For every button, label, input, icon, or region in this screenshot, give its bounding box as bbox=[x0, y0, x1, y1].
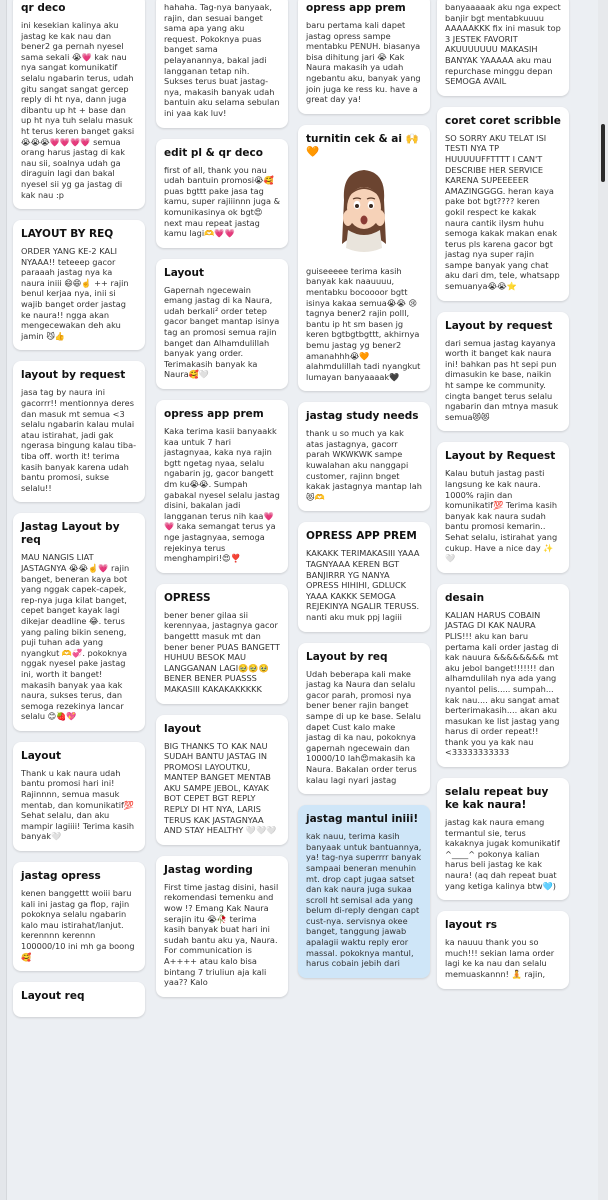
testimonial-card[interactable] bbox=[437, 312, 569, 432]
testimonial-card[interactable] bbox=[13, 862, 145, 971]
column-4 bbox=[437, 0, 569, 1000]
testimonial-card[interactable] bbox=[298, 402, 430, 511]
card-text: ini kesekian kalinya aku jastag ke kak nau dan bener2 ga pernah nyesel sama sekali 😭💗 kak nau nya sangat komunikatif selalu ngabarin terus, udah gitu sangat sangat gercep reply di ht nya, dann juga dibantu up ht + base dan up ht nya tuh selalu masuk ht terus keren banget gaksi 😭😭😭💗💗💗💗 semua orang harus jastag di kak nau sii, soalnya udah ga diraguin lagi dan bakal nyesel sii yg ga jastag di kak nau :p bbox=[21, 20, 137, 200]
card-text: jastag kak naura emang termantul sie, terus kakaknya jugak komunikatif ^____^ pokonya kalian harus beli jastag ke kak naura! (aq dah repeat buat yang ketiga kalinya btw🩵) bbox=[445, 817, 563, 891]
card-title: Layout bbox=[164, 266, 205, 279]
card-text: thank u so much ya kak atas jastagnya, gacorr parah WKWKWK sampe kuwalahan aku nanggapi customer, rajinn bnget kakak jastagnya mantap lah😻🫶 bbox=[306, 428, 422, 502]
card-text: KAKAKK TERIMAKASIII YAAA TAGNYAAA KEREN BGT BANJIRRR YG NANYA OPRESS HIHIHI, GDLUCK YAAA KAKKK SEMOGA REJEKINYA NGALIR TERUSS. nanti aku muk ppj lagiii bbox=[306, 548, 423, 622]
testimonial-card[interactable] bbox=[13, 361, 145, 502]
testimonial-card[interactable] bbox=[156, 715, 288, 845]
card-text: Kaka terima kasii banyaakk kaa untuk 7 hari jastagnyaa, kaka nya rajin bgtt ngetag nyaa, selalu ngabarin jg, gacor bangett dm ku😭😭. Sumpah gabakal nyesel selalu jastag disini, bakalan jadi langganan terus nih kaa💗💗 kaka semangat terus ya nge jastagnyaa, semoga rejekinya terus menghampiri!😍❣️ bbox=[164, 426, 283, 564]
testimonial-card[interactable] bbox=[13, 982, 145, 1017]
testimonial-card[interactable] bbox=[437, 0, 569, 96]
card-text: SO SORRY AKU TELAT ISI TESTI NYA TP HUUUUUFFTTTT I CAN'T DESCRIBE HER SERVICE KARENA SUPEEEEER AMAZINGGGG. heran kaya pake bot bgt???? keren gokil respect ke kakak naura cantik ilysm huhu semoga kakak makan enak terus pls karena gacor bgt jastag nya super rajin sampe banyak yang chat aku dari dm, tele, whatsapp semuanya😭😭⭐ bbox=[445, 132, 563, 292]
card-text: kenen banggettt woiii baru kali ini jastag ga flop, rajin pokoknya selalu ngabarin kalo mau istirahat/lanjut. kerennnn kerennn 100000/10 ini mh ga boong 🥰 bbox=[21, 888, 138, 962]
card-text: Gapernah ngecewain emang jastag di ka Naura, udah berkali² order tetep gacor banget mantap isinya tag an promosi semua rajin banget dan Alhamdulillah banyak yang order. Terimakasih banyak ka Naura🥰🤍 bbox=[164, 284, 282, 380]
card-text: KALIAN HARUS COBAIN JASTAG DI KAK NAURA PLIS!!! aku kan baru pertama kali order jastag di kak nauura &&&&&&&& mt aku jebol banget!!!!!!! dan alhamdulilah nya ada yang nyantol pelis..... sumpah... kak nau.... aku sangat amat berterimakasih.... akan aku masukan ke list jastag yang harus di order repeat!! thank you ya kak nau <33333333333 bbox=[445, 609, 563, 758]
testimonial-card[interactable] bbox=[298, 522, 430, 631]
scrollbar-thumb[interactable] bbox=[601, 124, 605, 182]
card-title: qr deco bbox=[21, 2, 66, 14]
card-title: selalu repeat buy ke kak naura! bbox=[445, 786, 549, 812]
card-text: MAU NANGIS LIAT JASTAGNYA 😭😭☝️💗 rajin banget, beneran kaya bot yang nggak capek-capek, rep-nya juga kilat banget, cepet banget kayak lagi dikejar deadline 😂. terus yang paling bikin seneng, puji tuhan ada yang nyangkut 🫶💞. pokoknya nggak nyesel pake jastag ini, worth it banget! makasih banyak yaa kak naura, sukses terus, dan semoga rezekinya lancar selalu 😊🍓💖 bbox=[21, 552, 132, 722]
card-title: Jastag Layout by req bbox=[21, 521, 120, 547]
testimonial-card[interactable] bbox=[156, 259, 288, 389]
testimonial-card[interactable] bbox=[298, 125, 430, 392]
card-title: LAYOUT BY REQ bbox=[21, 228, 114, 241]
testimonial-card[interactable] bbox=[156, 400, 288, 573]
card-title: opress app prem bbox=[164, 408, 264, 421]
card-title: turnitin cek & ai 🙌🧡 bbox=[306, 132, 419, 158]
testimonial-card[interactable] bbox=[156, 0, 288, 128]
testimonial-card[interactable] bbox=[437, 911, 569, 988]
testimonial-card[interactable] bbox=[13, 220, 145, 350]
card-title: OPRESS bbox=[164, 591, 211, 604]
testimonial-card[interactable] bbox=[13, 0, 145, 209]
testimonial-card[interactable] bbox=[13, 742, 145, 851]
card-title: Layout by request bbox=[445, 319, 553, 332]
card-text: guiseeeee terima kasih banyak kak naauuuu, mentabku bocoooor bgtt isinya kakaa semua😭😭 😢 tagnya bener2 rajin polll, bantu ip ht sm basen jg keren bgtbgtbgttt, akhirnya bemu jastag yg bener2 amanahhh😭🧡 alahmdulillah tadi nyangkut lumayan banyaaaak🖤 bbox=[306, 265, 424, 382]
testimonial-card[interactable] bbox=[437, 584, 569, 767]
testimonial-card[interactable] bbox=[156, 139, 288, 248]
testimonial-card[interactable] bbox=[156, 584, 288, 704]
testimonial-card[interactable] bbox=[437, 107, 569, 301]
card-title: OPRESS APP PREM bbox=[306, 530, 417, 543]
card-text: hahaha. Tag-nya banyaak, rajin, dan sesuai banget sama apa yang aku request. Pokoknya puas banget sama pelayanannya, bakal jadi langganan tetap nih. Sukses terus buat jastag-nya, makasih banyak udah bantuin aku selama sebulan ini yaa kak luv! bbox=[164, 2, 283, 118]
card-text: baru pertama kali dapet jastag opress sampe mentabku PENUH. biasanya bisa dihitung jari 😭 Kak Naura makasih ya udah ngebantu aku, banyak yang join juga ke ress ku. have a great day ya! bbox=[306, 20, 424, 105]
shocked-face-emoji bbox=[334, 164, 394, 256]
testimonial-card[interactable] bbox=[437, 442, 569, 572]
card-text: bener bener gilaa sii kerennyaa, jastagnya gacor bangettt masuk mt dan bener bener PUAS BANGETT HUHUU BESOK MAU LANGGANAN LAGI🥹🥹🥹 BENER BENER PUASSS MAKASIII KAKAKAKKKKK bbox=[164, 609, 283, 694]
testimonial-card[interactable] bbox=[13, 513, 145, 731]
card-text: banyaaaaak aku nga expect banjir bgt mentabkuuuu AAAAAKKK fix ini masuk top 3 JESTEK FAVORIT AKUUUUUUU MAKASIH BANYAK YAAAAA aku mau repurchase minggu depan SEMOGA AVAIL bbox=[445, 2, 564, 87]
card-title: jastag mantul iniii! bbox=[306, 813, 419, 826]
card-text: Thank u kak naura udah bantu promosi hari ini! Rajinnnn, semua masuk mentab, dan komunikatif💯 Sehat selalu, dan aku mampir lagiiii! Terima kasih banyak🤍 bbox=[21, 767, 137, 842]
card-text: ORDER YANG KE-2 KALI NYAAA!! teteeep gacor paraaah jastag nya ka naura iniii 😄😄☝️ ++ rajin benul kerjaa nya, inii si wajib banget order jastag ke naura!! ngga akan mengecewakan deh aku jamin 😼👍 bbox=[21, 246, 132, 341]
card-text: dari semua jastag kayanya worth it banget kak naura ini! bahkan pas ht sepi pun dimasukin ke base, naikin ht sampe ke community. cingta banget terus selalu ngabarin dan mtnya masuk semua😻😻 bbox=[445, 337, 561, 422]
testimonial-card[interactable] bbox=[298, 643, 430, 795]
card-title: jastag opress bbox=[21, 870, 101, 883]
testimonial-card[interactable] bbox=[156, 856, 288, 997]
testimonial-card[interactable] bbox=[298, 0, 430, 114]
card-title: layout by request bbox=[21, 369, 126, 382]
testimonial-card[interactable] bbox=[437, 778, 569, 900]
card-title: Layout by req bbox=[306, 650, 388, 663]
column-2 bbox=[156, 0, 288, 1008]
card-title: Jastag wording bbox=[164, 863, 253, 876]
card-text: jasa tag by naura ini gacorrr!! mentionnya deres dan masuk mt semua <3 selalu ngabarin kalau mulai atau istirahat, jadi gak ngerasa bingung kalau tiba-tiba off. worth it! terima kasih banyak karena udah bantu promosi, sukse selalu!! bbox=[21, 387, 137, 493]
left-edge-bar bbox=[0, 0, 7, 1200]
card-text: BIG THANKS TO KAK NAU SUDAH BANTU JASTAG IN PROMOSI LAYOUTKU, MANTEP BANGET MENTAB AKU SAMPE JEBOL, KAYAK BOT CEPET BGT REPLY REPLY DI HT NYA, LARIS TERUS KAK JASTAGNYAA AND STAY HEALTHY 🤍🤍🤍 bbox=[164, 740, 277, 836]
card-title: edit pl & qr deco bbox=[164, 146, 263, 159]
card-title: desain bbox=[445, 591, 485, 604]
card-title: layout bbox=[164, 722, 201, 735]
card-text: Kalau butuh jastag pasti langsung ke kak naura. 1000% rajin dan komunikatif💯 Terima kasih banyak kak naura sudah bantu promosi kemarin.. Sehat selalu, istirahat yang cukup. Have a nice day ✨🤍 bbox=[445, 468, 560, 564]
card-title: Layout bbox=[21, 749, 62, 762]
card-text: First time jastag disini, hasil rekomendasi temenku and wow !? Emang Kak Naura serajin itu 😭🥀 terima kasih banyak buat hari ini sudah bantu aku ya, Naura. For communication is A++++ atau kalo bisa bintang 7 triuliun aja kali yaa?? Kalo bbox=[164, 881, 281, 988]
card-text: first of all, thank you nau udah bantuin promosi😭🥰 puas bgttt pake jasa tag kamu, super rajiiinnn juga & komunikasinya ok bgt😍 next mau repeat jastag kamu lagi🫶💗💗 bbox=[164, 164, 283, 239]
card-title: layout rs bbox=[445, 919, 497, 932]
card-text: ka nauuu thank you so much!!! sekian lama order lagi ke ka nau dan selalu memuaskannn! 🧘 rajin, bbox=[445, 937, 557, 979]
column-3 bbox=[298, 0, 430, 989]
column-1 bbox=[13, 0, 145, 1028]
card-title: opress app prem bbox=[306, 2, 406, 14]
scrollbar[interactable] bbox=[598, 0, 608, 1200]
card-title: Layout by Request bbox=[445, 450, 556, 463]
card-title: jastag study needs bbox=[306, 410, 419, 423]
card-text: Udah beberapa kali make jastag ka Naura dan selalu gacor parah, promosi nya bener bener rajin banget sampe di up ke base. Selalu dapet Cust kalo make jastag di ka nau, pokoknya gapernah ngecewain dan 10000/10 lah😍makasih ka Naura. Bakalan order terus kalau lagi nyari jastag bbox=[306, 668, 424, 785]
card-title: coret coret scribble bbox=[445, 114, 561, 127]
card-text: kak nauu, terima kasih banyaak untuk bantuannya, ya! tag-nya superrrr banyak sampaai beneran menuhin mt. drop capt jugaa satset dan kak naura juga sukaa scroll ht semisal ada yang belum di-reply dengan capt cust-nya. servisnya okee banget, tanggung jawab apalagii waktu reply eror massal. pokoknya mantul, harus cobain jebih dari bbox=[306, 831, 425, 969]
card-title: Layout req bbox=[21, 990, 85, 1003]
testimonial-card[interactable] bbox=[298, 805, 430, 978]
